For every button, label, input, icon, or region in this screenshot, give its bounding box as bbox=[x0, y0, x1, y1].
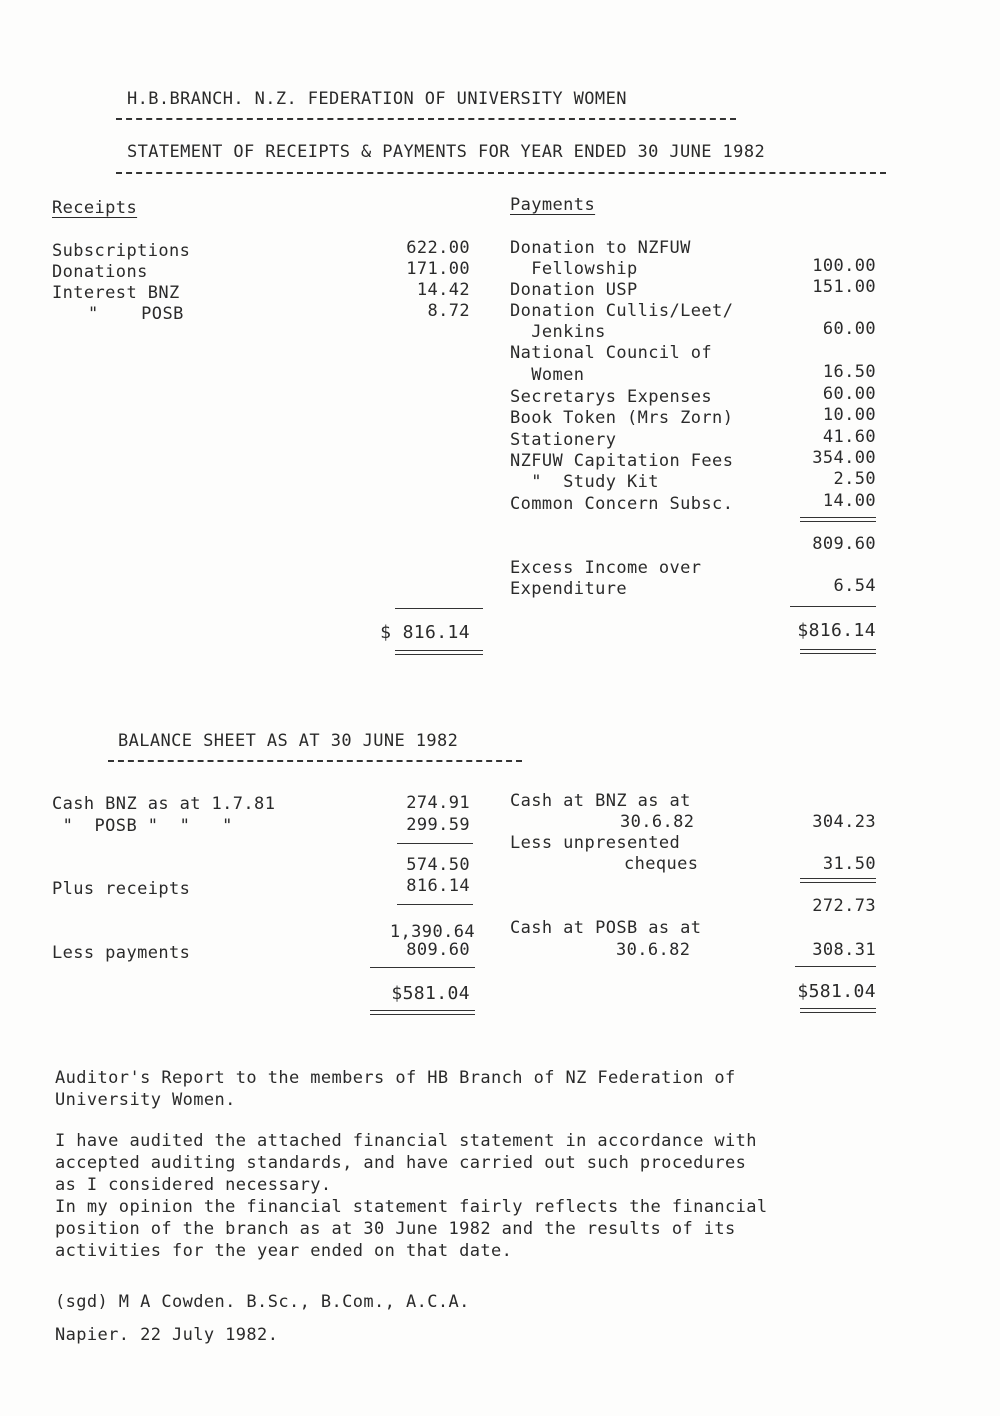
payment-label: Fellowship bbox=[510, 259, 638, 279]
receipt-amount: 622.00 bbox=[406, 238, 470, 258]
payment-label: Common Concern Subsc. bbox=[510, 494, 734, 514]
bs-left-total-rule bbox=[370, 967, 475, 968]
payment-amount: 41.60 bbox=[822, 427, 876, 447]
auditor-paragraph-line: position of the branch as at 30 June 1982 and the results of its bbox=[55, 1219, 736, 1239]
payment-label: Women bbox=[510, 365, 585, 385]
bs-plus-receipts-label: Plus receipts bbox=[52, 879, 191, 899]
payment-label: Donation to NZFUW bbox=[510, 238, 691, 258]
auditor-paragraph-line: In my opinion the financial statement fairly reflects the financial bbox=[55, 1197, 768, 1217]
payment-label: Stationery bbox=[510, 430, 617, 450]
payment-label: Donation USP bbox=[510, 280, 638, 300]
receipts-heading: Receipts bbox=[52, 198, 138, 218]
bs-left-rule bbox=[397, 904, 473, 905]
receipt-label: Interest BNZ bbox=[52, 283, 180, 303]
payments-total: $816.14 bbox=[797, 620, 876, 641]
payment-label: Donation Cullis/Leet/ bbox=[510, 301, 734, 321]
payment-amount: 60.00 bbox=[822, 319, 876, 339]
bs-cash-at-bnz-label: Cash at BNZ as at bbox=[510, 791, 691, 811]
payment-label: " Study Kit bbox=[510, 472, 659, 492]
bs-left-total: $581.04 bbox=[391, 983, 470, 1004]
payment-amount: 14.00 bbox=[822, 491, 876, 511]
bs-less-payments-label: Less payments bbox=[52, 943, 191, 963]
receipt-amount: 171.00 bbox=[406, 259, 470, 279]
receipts-total: $ 816.14 bbox=[380, 622, 470, 643]
payment-label: Jenkins bbox=[510, 322, 606, 342]
auditor-paragraph-line: activities for the year ended on that date. bbox=[55, 1241, 513, 1261]
payments-heading: Payments bbox=[510, 195, 596, 215]
payment-amount: 100.00 bbox=[812, 256, 876, 276]
bs-left-total-double-rule bbox=[370, 1010, 475, 1015]
excess-label: Excess Income over bbox=[510, 558, 702, 578]
payments-total-rule bbox=[790, 606, 876, 607]
auditor-paragraph-line: as I considered necessary. bbox=[55, 1175, 332, 1195]
auditor-report-title: Auditor's Report to the members of HB Branch of NZ Federation of bbox=[55, 1068, 736, 1088]
auditor-paragraph-line: I have audited the attached financial statement in accordance with bbox=[55, 1131, 757, 1151]
bs-unpresented-label: Less unpresented bbox=[510, 833, 681, 853]
bs-cash-bnz-label: Cash BNZ as at 1.7.81 bbox=[52, 794, 276, 814]
receipt-label: Donations bbox=[52, 262, 148, 282]
payment-label: National Council of bbox=[510, 343, 713, 363]
bs-cash-at-posb-date: 30.6.82 bbox=[616, 940, 691, 960]
payments-subtotal: 809.60 bbox=[812, 534, 876, 554]
receipt-label: " POSB bbox=[88, 304, 184, 324]
payments-total-double-rule bbox=[800, 649, 876, 654]
excess-amount: 6.54 bbox=[833, 576, 876, 596]
document-title: H.B.BRANCH. N.Z. FEDERATION OF UNIVERSITY WOMEN bbox=[127, 89, 627, 109]
payment-label: Book Token (Mrs Zorn) bbox=[510, 408, 734, 428]
bs-less-payments-amount: 809.60 bbox=[406, 940, 470, 960]
bs-left-rule bbox=[397, 843, 473, 844]
balance-sheet-heading: BALANCE SHEET AS AT 30 JUNE 1982 bbox=[118, 731, 459, 751]
payment-label: NZFUW Capitation Fees bbox=[510, 451, 734, 471]
payment-amount: 354.00 bbox=[812, 448, 876, 468]
bs-right-total-double-rule bbox=[800, 1008, 876, 1013]
subtitle-underline bbox=[116, 172, 886, 174]
receipts-total-rule bbox=[395, 608, 483, 609]
bs-plus-receipts-amount: 816.14 bbox=[406, 876, 470, 896]
receipts-total-double-rule bbox=[395, 650, 483, 655]
auditor-report-title: University Women. bbox=[55, 1090, 236, 1110]
payments-subtotal-rule bbox=[800, 517, 876, 522]
auditor-signature: (sgd) M A Cowden. B.Sc., B.Com., A.C.A. bbox=[55, 1292, 470, 1312]
balance-sheet-underline bbox=[108, 760, 522, 762]
payment-amount: 2.50 bbox=[833, 469, 876, 489]
bs-cash-at-posb-amount: 308.31 bbox=[812, 940, 876, 960]
bs-right-rule bbox=[800, 878, 876, 883]
bs-posb-label: " POSB " " " bbox=[52, 816, 233, 836]
bs-right-total: $581.04 bbox=[797, 981, 876, 1002]
bs-unpresented-label: cheques bbox=[624, 854, 699, 874]
payment-amount: 60.00 bbox=[822, 384, 876, 404]
excess-label: Expenditure bbox=[510, 579, 627, 599]
payment-amount: 151.00 bbox=[812, 277, 876, 297]
bs-unpresented-amount: 31.50 bbox=[822, 854, 876, 874]
statement-subtitle: STATEMENT OF RECEIPTS & PAYMENTS FOR YEAR ENDED 30 JUNE 1982 bbox=[127, 142, 766, 162]
bs-left-subtotal2: 1,390.64 bbox=[389, 922, 475, 942]
auditor-place-date: Napier. 22 July 1982. bbox=[55, 1325, 279, 1345]
bs-right-subtotal: 272.73 bbox=[812, 896, 876, 916]
receipt-label: Subscriptions bbox=[52, 241, 191, 261]
bs-cash-at-posb-label: Cash at POSB as at bbox=[510, 918, 702, 938]
receipt-amount: 14.42 bbox=[416, 280, 470, 300]
bs-cash-at-bnz-amount: 304.23 bbox=[812, 812, 876, 832]
receipt-amount: 8.72 bbox=[427, 301, 470, 321]
bs-right-total-rule bbox=[795, 966, 876, 967]
auditor-paragraph-line: accepted auditing standards, and have carried out such procedures bbox=[55, 1153, 747, 1173]
payment-label: Secretarys Expenses bbox=[510, 387, 713, 407]
payment-amount: 10.00 bbox=[822, 405, 876, 425]
bs-cash-at-bnz-date: 30.6.82 bbox=[620, 812, 695, 832]
payment-amount: 16.50 bbox=[822, 362, 876, 382]
bs-cash-bnz-amount: 274.91 bbox=[406, 793, 470, 813]
bs-left-subtotal: 574.50 bbox=[406, 855, 470, 875]
bs-posb-amount: 299.59 bbox=[406, 815, 470, 835]
title-underline bbox=[116, 118, 736, 120]
